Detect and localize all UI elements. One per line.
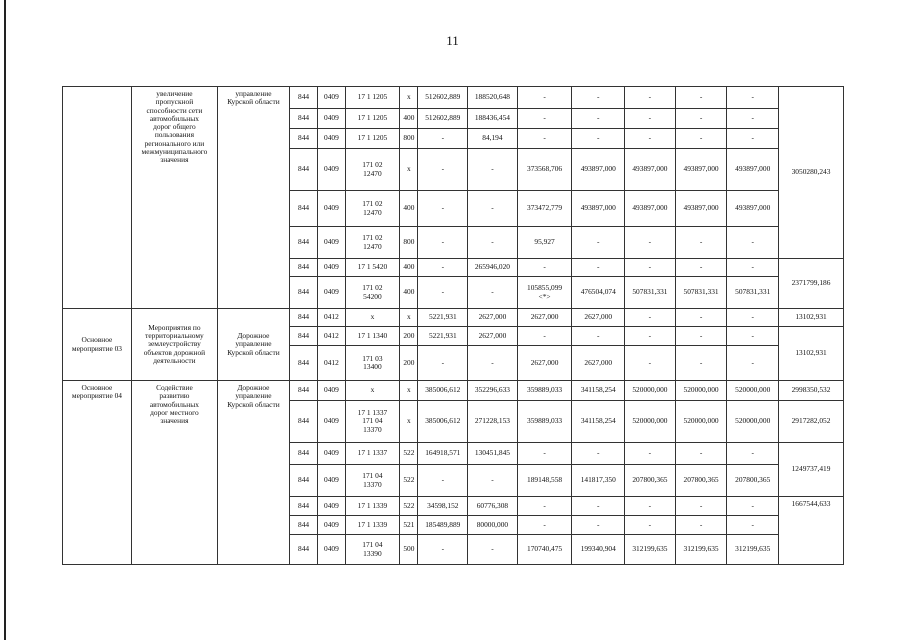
value-cell: - xyxy=(572,87,625,109)
value-cell: - xyxy=(517,443,572,465)
csr-cell: 17 1 1339 xyxy=(345,497,400,516)
value-cell: - xyxy=(727,309,779,327)
vr-cell: x xyxy=(400,149,418,191)
value-cell: - xyxy=(675,109,727,129)
value-cell: 189148,558 xyxy=(517,465,572,497)
value-cell: - xyxy=(675,259,727,277)
value-cell: 493897,000 xyxy=(675,149,727,191)
value-cell: 60776,308 xyxy=(468,497,518,516)
value-cell: - xyxy=(418,191,468,227)
value-cell: 199340,904 xyxy=(572,535,625,565)
vr-cell: 400 xyxy=(400,191,418,227)
value-cell: - xyxy=(572,129,625,149)
value-cell: 141817,350 xyxy=(572,465,625,497)
grbs-cell: 844 xyxy=(289,516,317,535)
value-cell: 2627,000 xyxy=(517,346,572,381)
csr-cell: 17 1 1337 171 04 13370 xyxy=(345,401,400,443)
value-cell: - xyxy=(418,259,468,277)
value-cell: 95,927 xyxy=(517,227,572,259)
value-cell: 80000,000 xyxy=(468,516,518,535)
value-cell: 520000,000 xyxy=(625,381,676,401)
value-cell: - xyxy=(625,259,676,277)
vr-cell: x xyxy=(400,401,418,443)
rzpr-cell: 0409 xyxy=(318,277,345,309)
vr-cell: 522 xyxy=(400,497,418,516)
value-cell: - xyxy=(675,309,727,327)
value-cell: 185489,889 xyxy=(418,516,468,535)
value-cell: 188520,648 xyxy=(468,87,518,109)
value-cell: - xyxy=(468,465,518,497)
value-cell: - xyxy=(625,109,676,129)
rzpr-cell: 0409 xyxy=(318,465,345,497)
value-cell: 188436,454 xyxy=(468,109,518,129)
rzpr-cell: 0409 xyxy=(318,497,345,516)
value-cell: 5221,931 xyxy=(418,309,468,327)
value-cell: 34598,152 xyxy=(418,497,468,516)
value-cell: - xyxy=(727,129,779,149)
value-cell: - xyxy=(468,535,518,565)
rzpr-cell: 0409 xyxy=(318,516,345,535)
value-cell: - xyxy=(418,149,468,191)
grbs-cell: 844 xyxy=(289,309,317,327)
vr-cell: x xyxy=(400,381,418,401)
value-cell: - xyxy=(675,516,727,535)
rzpr-cell: 0412 xyxy=(318,346,345,381)
value-cell: - xyxy=(675,497,727,516)
total-cell: 1249737,419 xyxy=(779,443,844,497)
value-cell: - xyxy=(625,309,676,327)
value-cell: - xyxy=(517,109,572,129)
grbs-cell: 844 xyxy=(289,191,317,227)
grbs-cell: 844 xyxy=(289,109,317,129)
value-cell: 84,194 xyxy=(468,129,518,149)
value-cell: 2627,000 xyxy=(572,346,625,381)
value-cell: - xyxy=(727,327,779,346)
value-cell: - xyxy=(727,516,779,535)
csr-cell: 171 02 12470 xyxy=(345,149,400,191)
vr-cell: 521 xyxy=(400,516,418,535)
rzpr-cell: 0409 xyxy=(318,129,345,149)
value-cell: 493897,000 xyxy=(572,149,625,191)
value-cell: 312199,635 xyxy=(625,535,676,565)
csr-cell: 17 1 5420 xyxy=(345,259,400,277)
main-event-cell: Основное мероприятие 03 xyxy=(63,309,132,381)
value-cell: - xyxy=(418,129,468,149)
page-edge-line xyxy=(4,0,6,640)
value-cell: - xyxy=(517,129,572,149)
value-cell: - xyxy=(727,227,779,259)
value-cell: 512602,889 xyxy=(418,87,468,109)
vr-cell: 400 xyxy=(400,259,418,277)
value-cell: 476504,074 xyxy=(572,277,625,309)
value-cell: 507831,331 xyxy=(675,277,727,309)
value-cell: - xyxy=(468,191,518,227)
value-cell: 493897,000 xyxy=(572,191,625,227)
grbs-cell: 844 xyxy=(289,346,317,381)
value-cell: - xyxy=(625,227,676,259)
value-cell: - xyxy=(572,497,625,516)
value-cell: 352296,633 xyxy=(468,381,518,401)
value-cell: - xyxy=(517,327,572,346)
event-name-cell: Мероприятия по территориальному землеустройству объектов дорожной деятельности xyxy=(131,309,217,381)
csr-cell: 171 04 13370 xyxy=(345,465,400,497)
vr-cell: 400 xyxy=(400,277,418,309)
page-number: 11 xyxy=(446,33,459,48)
value-cell: - xyxy=(468,277,518,309)
rzpr-cell: 0409 xyxy=(318,401,345,443)
vr-cell: 200 xyxy=(400,346,418,381)
executor-cell: Дорожное управление Курской области xyxy=(217,309,289,381)
vr-cell: 800 xyxy=(400,227,418,259)
value-cell: 493897,000 xyxy=(625,149,676,191)
csr-cell: 17 1 1340 xyxy=(345,327,400,346)
grbs-cell: 844 xyxy=(289,465,317,497)
value-cell: 512602,889 xyxy=(418,109,468,129)
grbs-cell: 844 xyxy=(289,535,317,565)
vr-cell: 522 xyxy=(400,443,418,465)
rzpr-cell: 0409 xyxy=(318,259,345,277)
vr-cell: 500 xyxy=(400,535,418,565)
value-cell: - xyxy=(625,129,676,149)
main-event-cell: Основное мероприятие 04 xyxy=(63,381,132,565)
value-cell: 2627,000 xyxy=(517,309,572,327)
grbs-cell: 844 xyxy=(289,259,317,277)
value-cell: - xyxy=(625,516,676,535)
grbs-cell: 844 xyxy=(289,401,317,443)
value-cell: - xyxy=(572,327,625,346)
value-cell: - xyxy=(727,497,779,516)
event-name-cell: Содействие развитию автомобильных дорог местного значения xyxy=(131,381,217,565)
value-cell: 385006,612 xyxy=(418,401,468,443)
vr-cell: x xyxy=(400,87,418,109)
value-cell: 2627,000 xyxy=(468,309,518,327)
value-cell: 373472,779 xyxy=(517,191,572,227)
value-cell: - xyxy=(675,87,727,109)
value-cell: - xyxy=(727,443,779,465)
total-cell: 13102,931 xyxy=(779,327,844,381)
vr-cell: 522 xyxy=(400,465,418,497)
value-cell: - xyxy=(675,443,727,465)
csr-cell: 17 1 1205 xyxy=(345,129,400,149)
value-cell: - xyxy=(675,227,727,259)
value-cell: 341158,254 xyxy=(572,401,625,443)
value-cell: 265946,020 xyxy=(468,259,518,277)
value-cell: 385006,612 xyxy=(418,381,468,401)
value-cell: - xyxy=(517,259,572,277)
value-cell: - xyxy=(572,259,625,277)
event-name-cell: увеличение пропускной способности сети автомобильных дорог общего пользования регионального или межмуниципального значения xyxy=(131,87,217,309)
csr-cell: 17 1 1339 xyxy=(345,516,400,535)
value-cell: - xyxy=(572,443,625,465)
grbs-cell: 844 xyxy=(289,381,317,401)
value-cell: 130451,845 xyxy=(468,443,518,465)
value-cell: - xyxy=(572,109,625,129)
value-cell: 164918,571 xyxy=(418,443,468,465)
value-cell: - xyxy=(675,327,727,346)
grbs-cell: 844 xyxy=(289,277,317,309)
total-cell: 2371799,186 xyxy=(779,259,844,309)
csr-cell: x xyxy=(345,381,400,401)
value-cell: 359889,033 xyxy=(517,381,572,401)
grbs-cell: 844 xyxy=(289,149,317,191)
value-cell: - xyxy=(727,259,779,277)
value-cell: - xyxy=(468,149,518,191)
grbs-cell: 844 xyxy=(289,327,317,346)
csr-cell: 17 1 1337 xyxy=(345,443,400,465)
total-cell: 13102,931 xyxy=(779,309,844,327)
value-cell: 312199,635 xyxy=(675,535,727,565)
value-cell: 520000,000 xyxy=(675,381,727,401)
value-cell: 520000,000 xyxy=(625,401,676,443)
value-cell: 207800,365 xyxy=(727,465,779,497)
main-event-cell xyxy=(63,87,132,309)
value-cell: - xyxy=(418,227,468,259)
total-cell: 1667544,633 xyxy=(779,497,844,565)
budget-table xyxy=(62,86,844,565)
value-cell: 520000,000 xyxy=(675,401,727,443)
csr-cell: 17 1 1205 xyxy=(345,109,400,129)
csr-cell: 171 04 13390 xyxy=(345,535,400,565)
value-cell: - xyxy=(572,227,625,259)
csr-cell: 171 02 12470 xyxy=(345,191,400,227)
vr-cell: x xyxy=(400,309,418,327)
value-cell: - xyxy=(468,227,518,259)
value-cell: - xyxy=(625,87,676,109)
csr-cell: 171 02 12470 xyxy=(345,227,400,259)
table-row xyxy=(63,309,844,327)
rzpr-cell: 0412 xyxy=(318,309,345,327)
value-cell: 507831,331 xyxy=(727,277,779,309)
value-cell: 170740,475 xyxy=(517,535,572,565)
value-cell: - xyxy=(517,497,572,516)
value-cell: - xyxy=(517,87,572,109)
value-cell: 493897,000 xyxy=(727,149,779,191)
grbs-cell: 844 xyxy=(289,129,317,149)
value-cell: 373568,706 xyxy=(517,149,572,191)
value-cell: - xyxy=(418,535,468,565)
total-cell: 2998350,532 xyxy=(779,381,844,401)
value-cell: - xyxy=(418,346,468,381)
csr-cell: 171 03 13400 xyxy=(345,346,400,381)
vr-cell: 400 xyxy=(400,109,418,129)
table-row xyxy=(63,381,844,401)
value-cell: 520000,000 xyxy=(727,381,779,401)
rzpr-cell: 0409 xyxy=(318,109,345,129)
value-cell: 5221,931 xyxy=(418,327,468,346)
value-cell: - xyxy=(727,87,779,109)
grbs-cell: 844 xyxy=(289,227,317,259)
value-cell: 507831,331 xyxy=(625,277,676,309)
grbs-cell: 844 xyxy=(289,443,317,465)
value-cell: - xyxy=(727,109,779,129)
rzpr-cell: 0409 xyxy=(318,535,345,565)
csr-cell: 17 1 1205 xyxy=(345,87,400,109)
total-cell: 2917282,052 xyxy=(779,401,844,443)
total-cell: 3050280,243 xyxy=(779,87,844,259)
value-cell: - xyxy=(572,516,625,535)
value-cell: - xyxy=(418,465,468,497)
rzpr-cell: 0409 xyxy=(318,443,345,465)
value-cell: - xyxy=(517,516,572,535)
value-cell: 493897,000 xyxy=(675,191,727,227)
value-cell: 312199,635 xyxy=(727,535,779,565)
value-cell: 341158,254 xyxy=(572,381,625,401)
vr-cell: 800 xyxy=(400,129,418,149)
value-cell: 271228,153 xyxy=(468,401,518,443)
value-cell: 105855,099 <*> xyxy=(517,277,572,309)
value-cell: 207800,365 xyxy=(625,465,676,497)
value-cell: - xyxy=(625,443,676,465)
value-cell: - xyxy=(625,327,676,346)
value-cell: - xyxy=(675,346,727,381)
value-cell: - xyxy=(727,346,779,381)
value-cell: 493897,000 xyxy=(625,191,676,227)
rzpr-cell: 0409 xyxy=(318,87,345,109)
executor-cell: Дорожное управление Курской области xyxy=(217,381,289,565)
grbs-cell: 844 xyxy=(289,497,317,516)
executor-cell: управление Курской области xyxy=(217,87,289,309)
value-cell: 2627,000 xyxy=(468,327,518,346)
csr-cell: 171 02 54200 xyxy=(345,277,400,309)
rzpr-cell: 0412 xyxy=(318,327,345,346)
rzpr-cell: 0409 xyxy=(318,227,345,259)
value-cell: - xyxy=(418,277,468,309)
value-cell: - xyxy=(675,129,727,149)
value-cell: 493897,000 xyxy=(727,191,779,227)
csr-cell: x xyxy=(345,309,400,327)
value-cell: 359889,033 xyxy=(517,401,572,443)
value-cell: 207800,365 xyxy=(675,465,727,497)
rzpr-cell: 0409 xyxy=(318,149,345,191)
value-cell: - xyxy=(625,346,676,381)
value-cell: - xyxy=(625,497,676,516)
value-cell: 520000,000 xyxy=(727,401,779,443)
value-cell: 2627,000 xyxy=(572,309,625,327)
vr-cell: 200 xyxy=(400,327,418,346)
rzpr-cell: 0409 xyxy=(318,191,345,227)
table-row xyxy=(63,87,844,109)
rzpr-cell: 0409 xyxy=(318,381,345,401)
grbs-cell: 844 xyxy=(289,87,317,109)
value-cell: - xyxy=(468,346,518,381)
